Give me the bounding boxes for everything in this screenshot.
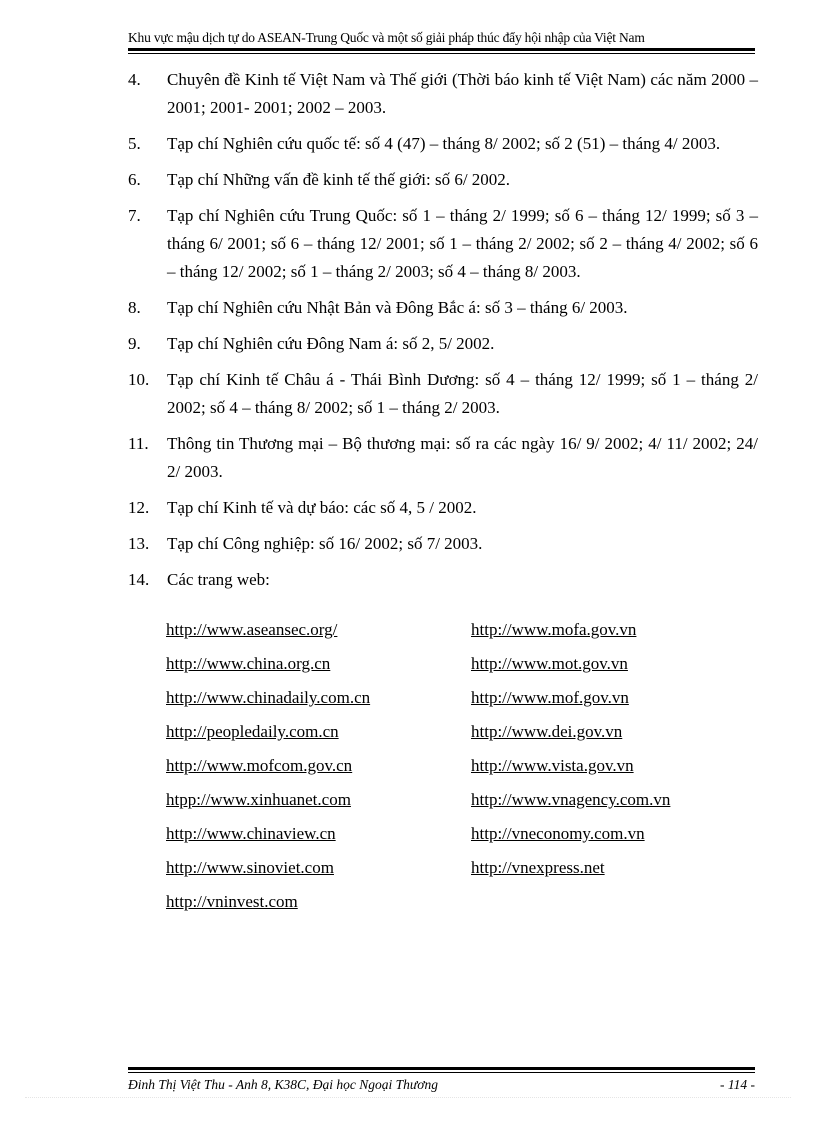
reference-item [128,366,758,422]
web-link[interactable]: htpp://www.xinhuanet.com [166,790,351,809]
reference-number: 12. [128,498,150,517]
reference-item [128,202,758,286]
reference-text: Tạp chí Nghiên cứu Trung Quốc: số 1 – tháng 2/ 1999; số 6 – tháng 12/ 1999; số 3 – tháng 6/ 2001; số 6 – tháng 12/ 2001; số 1 – tháng 2/ 2002; số 2 – tháng 4/ 2002; số 6 – tháng 12/ 2002; số 1 – tháng 2/ 2003; số 4 – tháng 8/ 2003. [167,206,758,281]
reference-number: 13. [128,534,150,553]
link-row [166,654,726,688]
link-row [166,722,726,756]
web-link[interactable]: http://www.dei.gov.vn [471,722,623,741]
link-row [166,620,726,654]
page-edge-dotted-line [25,1097,791,1098]
web-link[interactable]: http://www.mofa.gov.vn [471,620,637,639]
reference-number: 6. [128,170,141,189]
web-link[interactable]: http://www.mof.gov.vn [471,688,629,707]
reference-text: Tạp chí Kinh tế và dự báo: các số 4, 5 / 2002. [167,498,477,517]
web-link[interactable]: http://vninvest.com [166,892,298,911]
link-row [166,790,726,824]
reference-text: Tạp chí Kinh tế Châu á - Thái Bình Dương: số 4 – tháng 12/ 1999; số 1 – tháng 2/ 2002; số 4 – tháng 8/ 2002; số 1 – tháng 2/ 2003. [167,370,758,417]
footer-rule-thick [128,1067,755,1070]
reference-text: Các trang web: [167,570,270,589]
reference-number: 8. [128,298,141,317]
link-row [166,688,726,722]
reference-list [128,66,758,602]
reference-item [128,494,758,522]
footer-author: Đinh Thị Việt Thu - Anh 8, K38C, Đại học Ngoại Thương [128,1077,438,1092]
link-row [166,858,726,892]
web-link[interactable]: http://peopledaily.com.cn [166,722,339,741]
reference-text: Tạp chí Nghiên cứu Nhật Bản và Đông Bắc á: số 3 – tháng 6/ 2003. [167,298,628,317]
web-link[interactable]: http://www.aseansec.org/ [166,620,338,639]
link-row [166,756,726,790]
reference-text: Tạp chí Nghiên cứu Đông Nam á: số 2, 5/ 2002. [167,334,495,353]
page-number: - 114 - [720,1077,755,1092]
reference-item [128,66,758,122]
web-link[interactable]: http://www.china.org.cn [166,654,331,673]
reference-item [128,166,758,194]
web-link[interactable]: http://vneconomy.com.vn [471,824,645,843]
reference-text: Tạp chí Nghiên cứu quốc tế: số 4 (47) – tháng 8/ 2002; số 2 (51) – tháng 4/ 2003. [167,134,721,153]
web-link[interactable]: http://vnexpress.net [471,858,605,877]
header-rule-thick [128,48,755,51]
footer-rule-thin [128,1072,755,1073]
web-link[interactable]: http://www.chinaview.cn [166,824,336,843]
reference-text: Tạp chí Những vấn đề kinh tế thế giới: số 6/ 2002. [167,170,511,189]
reference-number: 4. [128,70,141,89]
reference-number: 9. [128,334,141,353]
reference-number: 5. [128,134,141,153]
footer [128,1077,755,1093]
reference-item [128,294,758,322]
reference-number: 11. [128,434,149,453]
reference-item [128,430,758,486]
reference-text: Tạp chí Công nghiệp: số 16/ 2002; số 7/ 2003. [167,534,483,553]
header-rule-thin [128,53,755,54]
web-link[interactable]: http://www.mot.gov.vn [471,654,628,673]
reference-item [128,130,758,158]
web-link[interactable]: http://www.sinoviet.com [166,858,334,877]
reference-number: 7. [128,206,141,225]
web-link[interactable]: http://www.vista.gov.vn [471,756,634,775]
reference-text: Thông tin Thương mại – Bộ thương mại: số ra các ngày 16/ 9/ 2002; 4/ 11/ 2002; 24/ 2/ 2003. [167,434,758,481]
link-row [166,892,726,926]
reference-number: 10. [128,370,150,389]
web-link[interactable]: http://www.vnagency.com.vn [471,790,671,809]
link-row [166,824,726,858]
reference-number: 14. [128,570,150,589]
web-link[interactable]: http://www.chinadaily.com.cn [166,688,371,707]
running-header: Khu vực mậu dịch tự do ASEAN-Trung Quốc và một số giải pháp thúc đẩy hội nhập của Việt Nam [128,30,645,45]
reference-item [128,566,758,594]
web-link[interactable]: http://www.mofcom.gov.cn [166,756,353,775]
reference-item [128,330,758,358]
reference-item [128,530,758,558]
reference-text: Chuyên đề Kinh tế Việt Nam và Thế giới (Thời báo kinh tế Việt Nam) các năm 2000 – 2001; 2001- 2001; 2002 – 2003. [167,70,758,117]
website-links [166,620,726,926]
